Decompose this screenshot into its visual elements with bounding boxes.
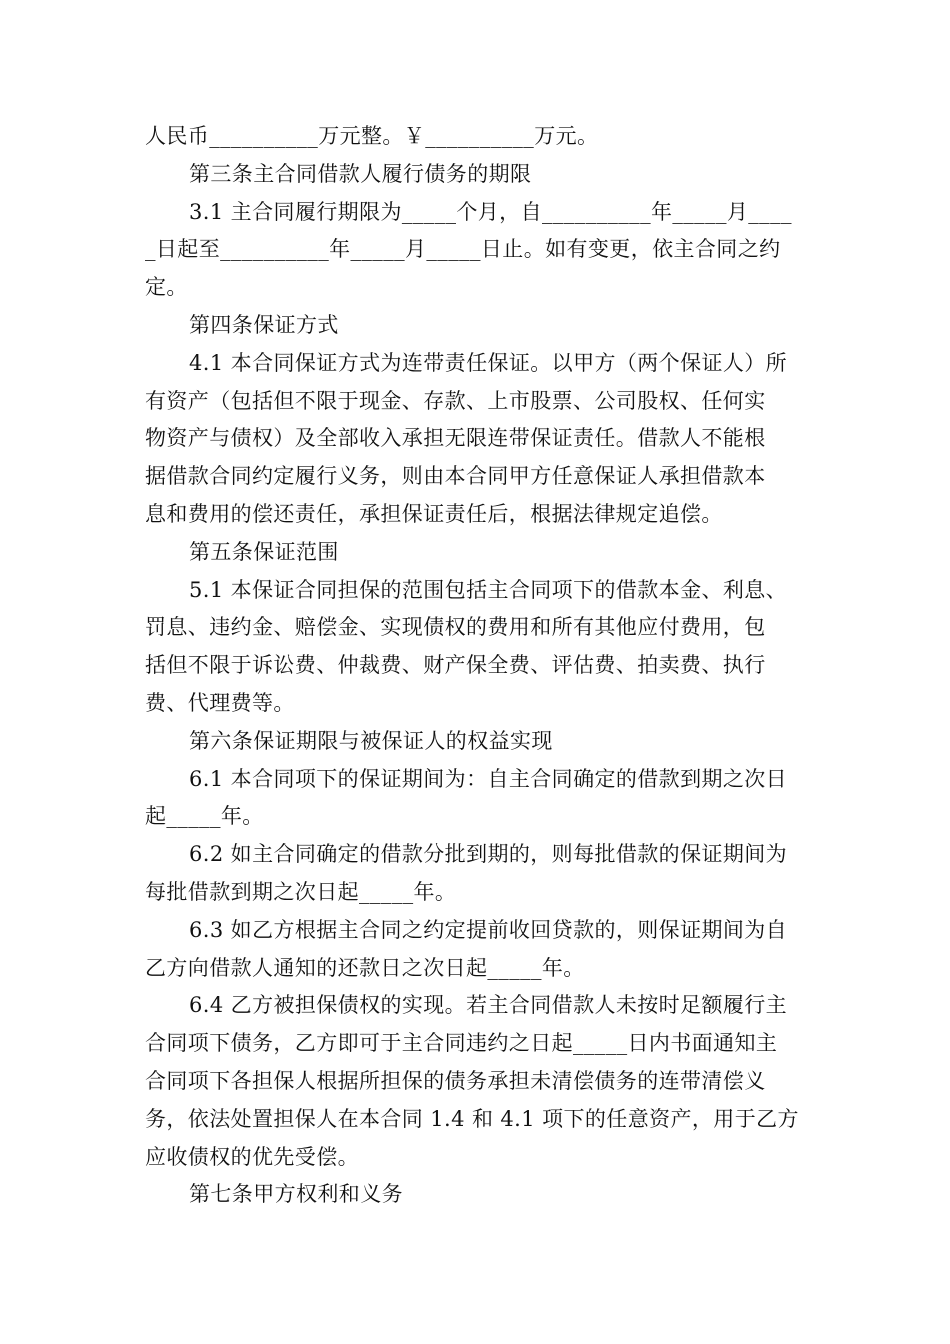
document-line: 应收债权的优先受偿。 [145, 1144, 359, 1169]
document-line: 合同项下各担保人根据所担保的债务承担未清偿债务的连带清偿义 [145, 1068, 766, 1093]
document-line: 每批借款到期之次日起_____年。 [145, 879, 457, 904]
document-line: 据借款合同约定履行义务，则由本合同甲方任意保证人承担借款本 [145, 464, 766, 489]
document-line: 有资产（包括但不限于现金、存款、上市股票、公司股权、任何实 [145, 388, 766, 413]
document-page [145, 118, 810, 1214]
document-line: 第七条甲方权利和义务 [189, 1182, 403, 1207]
document-line: 起_____年。 [145, 804, 264, 829]
document-line: 物资产与债权）及全部收入承担无限连带保证责任。借款人不能根 [145, 426, 766, 451]
document-line: _日起至__________年_____月_____日止。如有变更，依主合同之约 [145, 237, 781, 262]
document-line: 第六条保证期限与被保证人的权益实现 [189, 728, 553, 753]
document-line: 第三条主合同借款人履行债务的期限 [189, 161, 532, 186]
document-line: 括但不限于诉讼费、仲裁费、财产保全费、评估费、拍卖费、执行 [145, 653, 766, 678]
document-line: 定。 [145, 275, 188, 300]
document-line: 务，依法处置担保人在本合同 1.4 和 4.1 项下的任意资产，用于乙方 [145, 1106, 799, 1131]
document-line: 息和费用的偿还责任，承担保证责任后，根据法律规定追偿。 [145, 501, 723, 526]
document-line: 6.1 本合同项下的保证期间为：自主合同确定的借款到期之次日 [189, 766, 788, 791]
document-line: 乙方向借款人通知的还款日之次日起_____年。 [145, 955, 585, 980]
document-body [145, 118, 810, 1214]
document-line: 4.1 本合同保证方式为连带责任保证。以甲方（两个保证人）所 [189, 350, 788, 375]
document-line: 合同项下债务，乙方即可于主合同违约之日起_____日内书面通知主 [145, 1031, 778, 1056]
document-line: 5.1 本保证合同担保的范围包括主合同项下的借款本金、利息、 [189, 577, 788, 602]
document-line: 人民币__________万元整。￥__________万元。 [145, 124, 599, 148]
document-line: 第四条保证方式 [189, 312, 339, 337]
document-line: 第五条保证范围 [189, 539, 339, 564]
document-line: 6.3 如乙方根据主合同之约定提前收回贷款的，则保证期间为自 [189, 917, 788, 942]
document-line: 6.4 乙方被担保债权的实现。若主合同借款人未按时足额履行主 [189, 993, 788, 1018]
document-line: 罚息、违约金、赔偿金、实现债权的费用和所有其他应付费用，包 [145, 615, 766, 640]
document-line: 6.2 如主合同确定的借款分批到期的，则每批借款的保证期间为 [189, 842, 788, 867]
document-line: 3.1 主合同履行期限为_____个月，自__________年_____月____ [189, 199, 792, 224]
document-line: 费、代理费等。 [145, 690, 295, 715]
